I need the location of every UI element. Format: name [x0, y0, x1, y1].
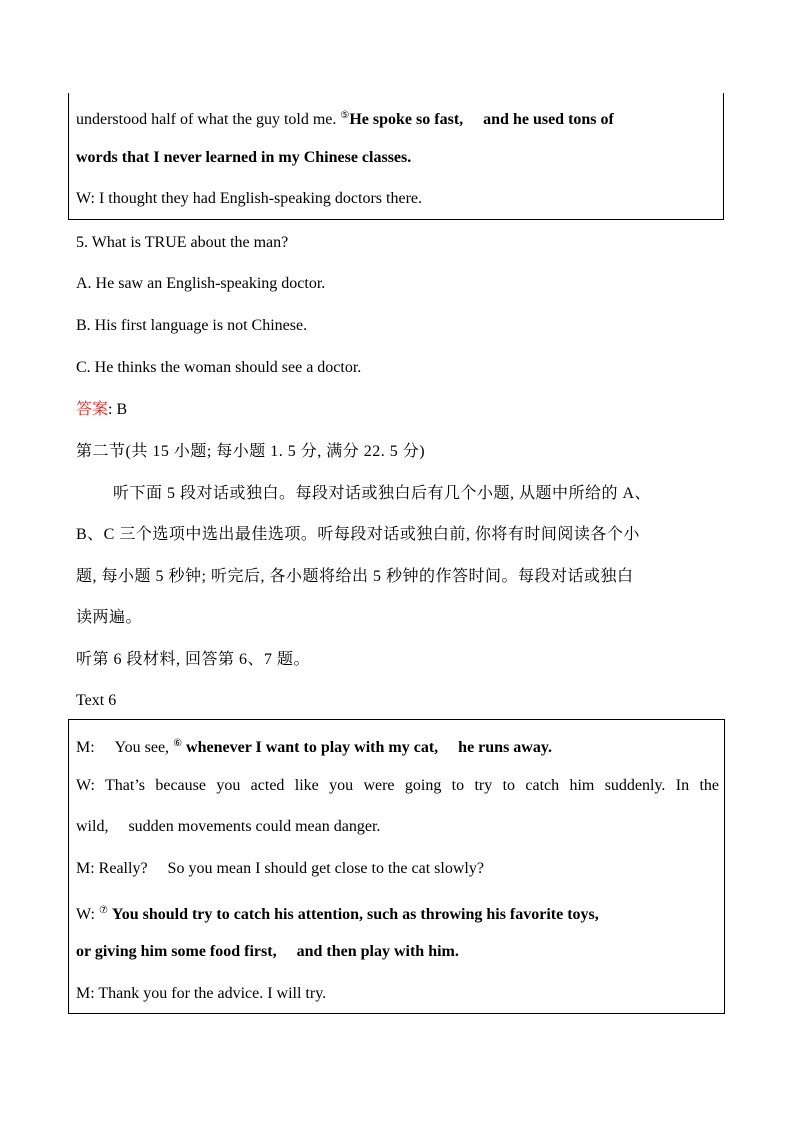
- transcript-line: [76, 817, 380, 837]
- key-sentence: and then play with him.: [296, 943, 459, 960]
- option-b: B. His first language is not Chinese.: [76, 317, 308, 334]
- transcript-line: words that I never learned in my Chinese classes.: [76, 149, 412, 166]
- speaker-label: M:: [76, 739, 95, 756]
- transcript-line: [76, 942, 459, 962]
- text-label: Text 6: [76, 692, 117, 709]
- note-number: ⑦: [98, 905, 108, 916]
- note-number: ⑤: [340, 110, 350, 121]
- key-sentence: You should try to catch his attention, such as throwing his favorite toys,: [111, 906, 599, 923]
- section-heading: 第二节(共 15 小题; 每小题 1. 5 分, 满分 22. 5 分): [76, 443, 426, 460]
- answer-line: [76, 400, 127, 420]
- transcript-line: [76, 901, 599, 925]
- speaker-label: W:: [76, 906, 95, 923]
- key-sentence: He spoke so fast,: [349, 111, 464, 128]
- answer-label: 答案: [76, 401, 109, 418]
- transcript-text: You see,: [114, 739, 170, 756]
- key-sentence: whenever I want to play with my cat,: [186, 739, 439, 756]
- transcript-text: M: Really?: [76, 860, 148, 877]
- transcript-text: sudden movements could mean danger.: [128, 818, 381, 835]
- answer-value: : B: [108, 401, 128, 418]
- instruction-line: B、C 三个选项中选出最佳选项。听每段对话或独白前, 你将有时间阅读各个小: [76, 526, 640, 543]
- question-stem: 5. What is TRUE about the man?: [76, 234, 289, 251]
- transcript-line: [76, 106, 614, 130]
- transcript-text: So you mean I should get close to the cat slowly?: [167, 860, 484, 877]
- key-sentence: he runs away.: [458, 739, 552, 756]
- key-sentence: and he used tons of: [483, 111, 614, 128]
- transcript-text: understood half of what the guy told me.: [76, 111, 337, 128]
- transcript-line: M: Thank you for the advice. I will try.: [76, 985, 327, 1002]
- transcript-text: W: That’s because you acted like you were going to try to catch him suddenly. In the: [76, 777, 719, 794]
- transcript-line: [76, 859, 484, 879]
- option-a: A. He saw an English-speaking doctor.: [76, 275, 326, 292]
- transcript-line: [76, 734, 552, 758]
- note-number: ⑥: [173, 738, 183, 749]
- key-sentence: or giving him some food first,: [76, 943, 277, 960]
- transcript-line: [76, 776, 719, 796]
- instruction-line: 题, 每小题 5 秒钟; 听完后, 各小题将给出 5 秒钟的作答时间。每段对话或独白: [76, 568, 634, 585]
- instruction-line: 听下面 5 段对话或独白。每段对话或独白后有几个小题, 从题中所给的 A、: [113, 485, 652, 502]
- transcript-text: wild,: [76, 818, 109, 835]
- transcript-line: W: I thought they had English-speaking doctors there.: [76, 190, 422, 207]
- option-c: C. He thinks the woman should see a doctor.: [76, 359, 362, 376]
- listen-instruction: 听第 6 段材料, 回答第 6、7 题。: [76, 651, 311, 668]
- instruction-line: 读两遍。: [76, 609, 143, 626]
